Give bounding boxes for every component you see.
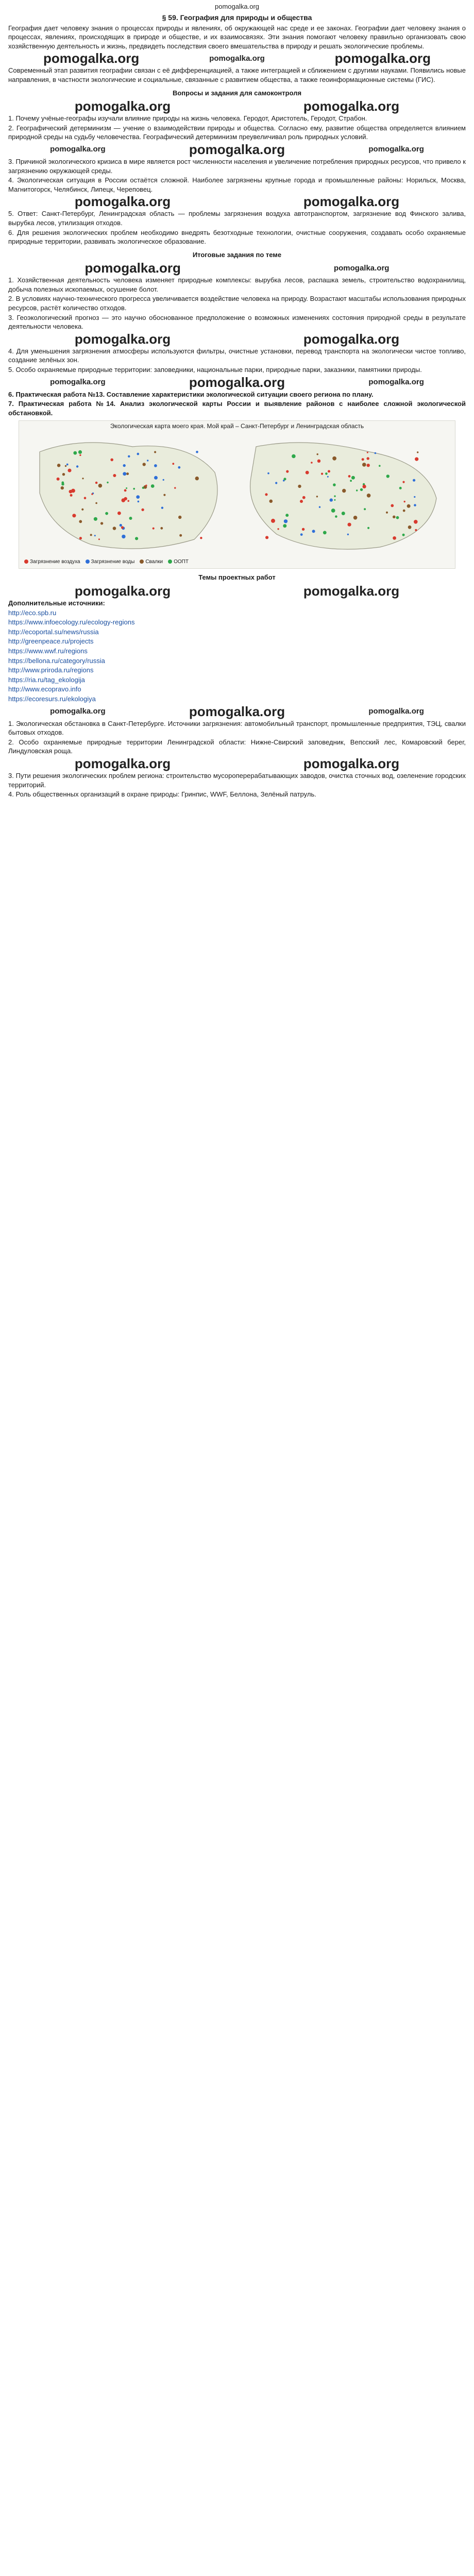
map-marker — [117, 512, 121, 515]
watermark-row — [8, 261, 466, 275]
legend-dot — [168, 560, 172, 564]
question-item: 2. Географический детерминизм — учение о взаимодействии природы и общества. Согласно ему, развитие общества определяется влиянием природной среды на судьбу человечества. Географический детерминизм преувеличивал роль природных условий. — [8, 124, 466, 141]
map-marker — [154, 464, 157, 467]
watermark: pomogalka.org — [303, 98, 400, 114]
final-item: 1. Хозяйственная деятельность человека изменяет природные комплексы: вырубка лесов, распашка земель, строительство водохранилищ, добыча полезных ископаемых, осушение болот. — [8, 276, 466, 293]
watermark: pomogalka.org — [50, 378, 106, 387]
map-marker — [271, 519, 275, 523]
map-marker — [121, 526, 124, 529]
map-marker — [402, 534, 405, 536]
map-title: Экологическая карта моего края. Мой край – Санкт-Петербург и Ленинградская область — [110, 422, 364, 430]
source-link[interactable]: https://ecoresurs.ru/ekologiya — [8, 694, 96, 703]
map-marker — [334, 495, 335, 497]
source-link[interactable]: http://greenpeace.ru/projects — [8, 637, 94, 646]
map-marker — [62, 473, 65, 476]
section-title: § 59. География для природы и общества — [162, 13, 312, 22]
map-marker — [393, 516, 396, 519]
watermark: pomogalka.org — [74, 194, 171, 210]
watermark-row — [8, 584, 466, 598]
watermark: pomogalka.org — [303, 583, 400, 599]
map-marker — [124, 489, 127, 492]
question-item: 5. Ответ: Санкт-Петербург, Ленинградская область — проблемы загрязнения воздуха автотранспортом, загрязнение вод Финского залива, вырубка лесов, утилизация отходов. — [8, 210, 466, 227]
legend-label: ООПТ — [174, 558, 189, 565]
map-marker — [160, 527, 163, 530]
map-marker — [135, 537, 138, 540]
watermark: pomogalka.org — [189, 703, 285, 719]
map-marker — [356, 489, 358, 491]
map-marker — [286, 470, 289, 473]
map-marker — [113, 527, 116, 530]
map-marker — [105, 512, 108, 515]
map-marker — [332, 456, 336, 461]
map-marker — [126, 472, 129, 475]
map-marker — [126, 487, 127, 489]
map-marker — [330, 498, 333, 501]
map-marker — [375, 452, 377, 454]
map-marker — [154, 451, 156, 453]
map-marker — [302, 528, 304, 531]
map-marker — [351, 476, 355, 480]
map-marker — [342, 512, 345, 515]
map-marker — [267, 472, 269, 474]
map-marker — [128, 455, 130, 457]
map-marker — [100, 522, 103, 524]
legend-dot — [24, 560, 28, 564]
page — [0, 0, 474, 799]
map-marker — [386, 474, 390, 478]
watermark: pomogalka.org — [43, 50, 140, 66]
map-marker — [367, 494, 371, 498]
source-link[interactable]: https://www.wwf.ru/regions — [8, 647, 88, 655]
map-marker — [147, 460, 148, 461]
questions-title: Вопросы и задания для самоконтроля — [172, 89, 302, 97]
map-marker — [360, 488, 363, 491]
map-marker — [78, 450, 82, 454]
map-region-left — [40, 443, 217, 549]
map-marker — [391, 504, 394, 507]
map-marker — [129, 517, 132, 520]
source-link[interactable]: http://eco.spb.ru — [8, 608, 57, 617]
map-marker — [316, 496, 318, 497]
map-marker — [379, 465, 381, 467]
map-marker — [163, 479, 164, 481]
map-marker — [136, 495, 140, 499]
map-marker — [283, 478, 286, 480]
map-marker — [367, 457, 369, 460]
final-item: 2. В условиях научно-технического прогресса увеличивается воздействие человека на природу. Возрастают масштабы использования природных ресурсов, растёт количество отходов. — [8, 295, 466, 312]
map-marker — [174, 487, 176, 488]
watermark: pomogalka.org — [333, 263, 390, 273]
legend-dot — [86, 560, 90, 564]
map-marker — [172, 463, 174, 465]
map-marker — [298, 485, 301, 488]
map-marker — [269, 500, 273, 503]
map-marker — [402, 481, 404, 483]
map-marker — [312, 530, 315, 533]
watermark: pomogalka.org — [368, 145, 424, 154]
watermark-row — [8, 332, 466, 346]
map-marker — [328, 470, 330, 472]
map-marker — [113, 474, 116, 477]
map-marker — [367, 452, 368, 453]
question-item: 3. Причиной экологического кризиса в мире является рост численности населения и увеличение потребления природных ресурсов, что привело к загрязнению окружающей среды. — [8, 157, 466, 175]
project-item: 3. Пути решения экологических проблем региона: строительство мусороперерабатывающих заводов, очистка сточных вод, озеленение городских территорий. — [8, 771, 466, 789]
map-marker — [414, 520, 418, 524]
map-marker — [196, 451, 198, 453]
map-marker — [284, 519, 287, 523]
source-link[interactable]: https://www.infoecology.ru/ecology-regions — [8, 618, 135, 626]
question-item: 1. Почему учёные-географы изучали влияние природы на жизнь человека. Геродот, Аристотель, Геродот, Страбон. — [8, 114, 367, 123]
watermark-row — [8, 705, 466, 718]
map-region-right — [250, 443, 436, 549]
question-item: 6. Для решения экологических проблем необходимо внедрять безотходные технологии, очистные сооружения, создавать особо охраняемые природные территории, развивать экологическое образование. — [8, 228, 466, 246]
watermark: pomogalka.org — [74, 755, 171, 771]
map-marker — [386, 512, 388, 514]
map-marker — [403, 510, 405, 512]
map-marker — [79, 520, 82, 523]
legend-entry — [86, 557, 135, 567]
map-marker — [143, 463, 146, 466]
map-marker — [414, 496, 415, 498]
map-marker — [200, 537, 202, 539]
legend-entry — [24, 557, 80, 567]
map-marker — [95, 502, 97, 504]
ecological-map — [19, 420, 455, 569]
source-link[interactable]: https://ria.ru/tag_ekologija — [8, 675, 85, 684]
project-item: 2. Особо охраняемые природные территории Ленинградской области: Нижне-Свирский заповедник, Вепсский лес, Комаровский берег, Линдуловская роща. — [8, 738, 466, 755]
map-image — [19, 431, 455, 560]
map-marker — [110, 459, 113, 462]
map-marker — [81, 509, 83, 511]
map-marker — [79, 537, 82, 539]
watermark: pomogalka.org — [303, 755, 400, 771]
map-marker — [265, 493, 267, 496]
watermark: pomogalka.org — [209, 54, 265, 63]
map-marker — [98, 538, 100, 540]
map-marker — [70, 494, 73, 497]
site-header[interactable]: pomogalka.org — [215, 3, 259, 10]
watermark: pomogalka.org — [74, 583, 171, 599]
final-item: 4. Для уменьшения загрязнения атмосферы используются фильтры, очистные установки, перевод транспорта на экологически чистое топливо, создание зелёных зон. — [8, 347, 466, 364]
map-marker — [120, 524, 122, 527]
map-marker — [323, 531, 327, 534]
map-marker — [275, 482, 277, 484]
final-item: 3. Геоэкологический прогноз — это научно обоснованное предположение о возможных изменениях состояния природной среды в результате деятельности человека. — [8, 313, 466, 331]
source-link[interactable]: https://bellona.ru/category/russia — [8, 656, 105, 665]
map-marker — [107, 482, 108, 483]
map-marker — [347, 534, 349, 535]
legend-label: Свалки — [145, 558, 163, 565]
sources-label: Дополнительные источники: — [8, 599, 105, 607]
watermark: pomogalka.org — [74, 98, 171, 114]
map-marker — [407, 504, 411, 508]
map-marker — [348, 475, 351, 478]
map-marker — [145, 485, 147, 486]
map-marker — [333, 483, 336, 486]
legend-entry — [140, 557, 163, 567]
watermark: pomogalka.org — [50, 145, 106, 154]
map-marker — [73, 451, 77, 455]
sources-links — [8, 608, 466, 704]
watermark: pomogalka.org — [368, 707, 424, 716]
map-marker — [306, 471, 309, 474]
map-marker — [362, 458, 364, 461]
watermark: pomogalka.org — [74, 331, 171, 347]
map-marker — [414, 504, 416, 506]
watermark-row — [8, 99, 466, 113]
map-marker — [69, 490, 73, 494]
map-marker — [79, 454, 81, 456]
final-item: 5. Особо охраняемые природные территории: заповедники, национальные парки, природные парки, заказники, памятники природы. — [8, 366, 422, 374]
source-link[interactable]: http://www.priroda.ru/regions — [8, 666, 94, 674]
final-item: 7. Практическая работа №14. Анализ экологической карты России и выявление районов с наиболее сложной экологической обстановкой. — [8, 400, 466, 417]
map-marker — [57, 478, 60, 481]
watermark-row — [8, 376, 466, 389]
intro-paragraph-1: География дает человеку знания о процессах природы и явлениях, об окружающей нас среде и ее законах. Географии дает человеку знания о процессах, явлениях, происходящих в природе и обществе, и их взаимосвязях. Эти знания помогают человеку правильно организовать свою хозяйственную деятельность и жизнь, предвидеть последствия своего вмешательства в природу и решать экологические проблемы. — [8, 24, 466, 50]
question-item: 4. Экологическая ситуация в России остаётся сложной. Наиболее загрязнены крупные города и промышленные районы: Норильск, Москва, Магнитогорск, Челябинск, Липецк, Череповец. — [8, 176, 466, 193]
map-marker — [163, 494, 165, 496]
map-marker — [408, 526, 412, 529]
map-marker — [404, 501, 405, 502]
map-marker — [393, 536, 396, 540]
project-item: 1. Экологическая обстановка в Санкт-Петербурге. Источники загрязнения: автомобильный транспорт, промышленные предприятия, ТЭЦ, свалки бытовых отходов. — [8, 719, 466, 737]
map-marker — [311, 462, 313, 464]
map-marker — [154, 476, 158, 480]
map-marker — [399, 487, 402, 489]
map-marker — [123, 464, 126, 467]
map-marker — [61, 481, 64, 484]
watermark-row — [8, 52, 466, 65]
map-marker — [300, 533, 303, 536]
map-marker — [124, 497, 127, 500]
map-marker — [122, 535, 125, 538]
legend-label: Загрязнение воды — [91, 558, 135, 565]
map-marker — [362, 463, 366, 467]
watermark: pomogalka.org — [189, 374, 285, 390]
watermark: pomogalka.org — [50, 707, 106, 716]
map-marker — [283, 524, 286, 528]
map-marker — [317, 460, 320, 463]
map-marker — [277, 528, 279, 530]
project-item: 4. Роль общественных организаций в охране природы: Гринпис, WWF, Беллона, Зелёный патруль. — [8, 790, 316, 799]
map-marker — [178, 466, 180, 469]
watermark: pomogalka.org — [303, 331, 400, 347]
map-marker — [141, 509, 144, 511]
map-marker — [133, 488, 135, 490]
map-marker — [84, 497, 87, 499]
map-marker — [123, 472, 126, 476]
map-marker — [417, 451, 418, 453]
watermark-row — [8, 143, 466, 156]
watermark: pomogalka.org — [303, 194, 400, 210]
map-marker — [76, 465, 78, 467]
map-marker — [72, 514, 76, 517]
intro-paragraph-2: Современный этап развития географии связан с её дифференциацией, а также интеграцией и сближением с другими науками. Появились новые направления, в частности экологические и социальные, связанные с развитием общества, а также геоинформационные системы (ГИС). — [8, 66, 466, 83]
map-marker — [57, 464, 61, 467]
source-link[interactable]: http://ecoportal.su/news/russia — [8, 628, 99, 636]
map-marker — [95, 482, 98, 484]
legend-dot — [140, 560, 144, 564]
watermark: pomogalka.org — [368, 378, 424, 387]
watermark-row — [8, 757, 466, 770]
map-marker — [334, 499, 335, 501]
map-marker — [342, 489, 346, 493]
map-marker — [65, 465, 66, 467]
map-marker — [292, 454, 296, 459]
map-marker — [321, 473, 323, 475]
map-marker — [327, 476, 329, 478]
legend-entry — [168, 557, 189, 567]
map-marker — [413, 479, 415, 482]
map-marker — [82, 478, 83, 479]
map-marker — [138, 501, 140, 503]
source-link[interactable]: http://www.ecopravo.info — [8, 685, 81, 693]
map-marker — [285, 514, 289, 517]
map-marker — [367, 527, 369, 529]
legend-label: Загрязнение воздуха — [30, 558, 80, 565]
map-marker — [94, 535, 96, 536]
watermark: pomogalka.org — [84, 260, 181, 276]
map-legend — [24, 557, 189, 567]
map-marker — [302, 496, 306, 499]
map-marker — [151, 484, 155, 488]
map-marker — [367, 464, 370, 467]
map-marker — [68, 469, 72, 472]
watermark-row — [8, 195, 466, 208]
map-marker — [364, 508, 366, 510]
map-marker — [317, 453, 318, 455]
final-title: Итоговые задания по теме — [192, 250, 282, 259]
map-marker — [91, 493, 93, 495]
map-marker — [94, 517, 97, 521]
projects-title: Темы проектных работ — [198, 573, 276, 582]
map-marker — [348, 523, 351, 527]
map-marker — [325, 472, 328, 475]
map-marker — [350, 480, 352, 482]
map-marker — [415, 529, 417, 531]
map-marker — [66, 464, 69, 466]
map-marker — [98, 484, 103, 488]
map-marker — [300, 500, 303, 503]
map-marker — [396, 516, 399, 519]
map-marker — [61, 486, 64, 489]
watermark: pomogalka.org — [334, 50, 431, 66]
map-marker — [137, 453, 140, 455]
map-marker — [90, 534, 92, 536]
map-marker — [265, 536, 268, 539]
map-marker — [127, 500, 129, 502]
map-marker — [415, 457, 418, 461]
map-marker — [353, 516, 358, 520]
map-marker — [178, 516, 181, 519]
map-marker — [363, 485, 366, 488]
watermark: pomogalka.org — [189, 141, 285, 157]
map-marker — [331, 509, 335, 513]
map-marker — [161, 507, 163, 509]
map-marker — [319, 506, 320, 508]
map-marker — [195, 477, 199, 480]
map-marker — [179, 534, 182, 537]
map-marker — [335, 515, 337, 518]
map-marker — [153, 528, 155, 530]
final-item: 6. Практическая работа №13. Составление характеристики экологической ситуации своего региона по плану. — [8, 390, 374, 398]
